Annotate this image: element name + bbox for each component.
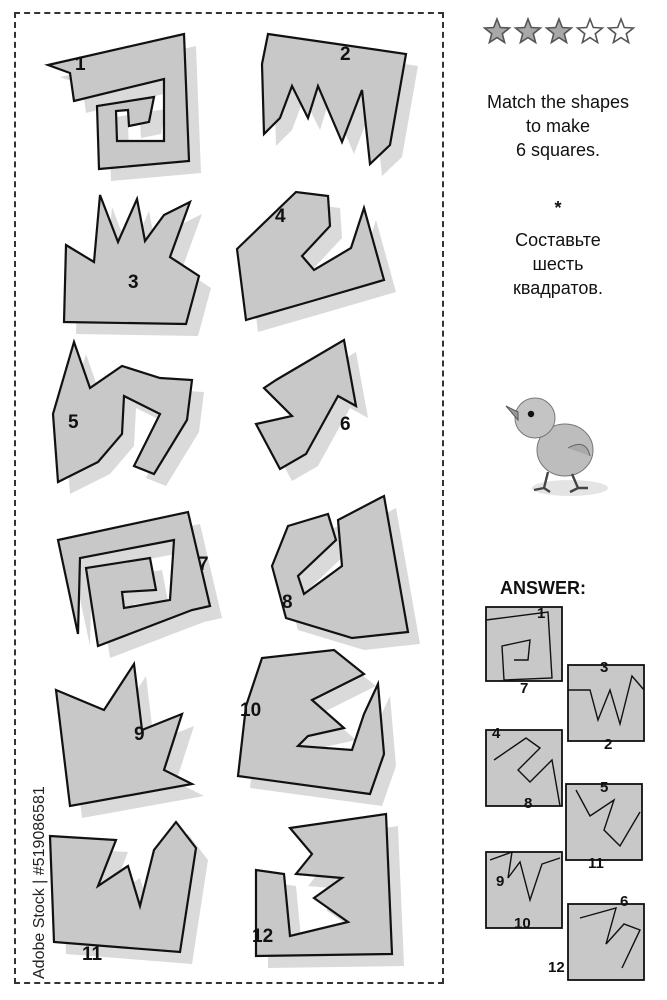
piece-6-number: 6 <box>340 414 351 435</box>
instruction-line: шесть <box>532 254 584 274</box>
answer-4-bottom: 11 <box>588 855 604 872</box>
instruction-line: квадратов. <box>513 278 603 298</box>
instruction-line: Match the shapes <box>486 92 630 112</box>
answer-title: ANSWER: <box>500 578 586 598</box>
answer-6-top: 6 <box>620 893 629 910</box>
piece-7-number: 7 <box>198 554 209 575</box>
piece-5-number: 5 <box>68 412 79 433</box>
piece-4-number: 4 <box>275 206 286 227</box>
answer-square-5 <box>486 852 562 932</box>
piece-8-number: 8 <box>282 592 293 613</box>
difficulty-rating <box>482 16 642 48</box>
instructions-english <box>458 90 658 162</box>
star-icon <box>609 19 634 43</box>
instructions-separator: * <box>554 198 562 218</box>
answer-1-top: 1 <box>537 605 546 622</box>
piece-3-number: 3 <box>128 272 139 293</box>
answer-2-top: 3 <box>600 659 609 676</box>
piece-11[interactable] <box>50 822 208 965</box>
piece-11-number: 11 <box>82 944 103 965</box>
answer-4-top: 5 <box>600 779 609 796</box>
star-icon <box>485 19 510 43</box>
piece-5[interactable] <box>53 342 204 494</box>
piece-1-number: 1 <box>75 54 86 75</box>
answer-5-top: 9 <box>496 873 505 890</box>
chick-icon <box>506 398 608 496</box>
instruction-line: to make <box>525 116 591 136</box>
piece-1[interactable] <box>48 34 201 181</box>
instruction-line: 6 squares. <box>515 140 601 160</box>
piece-10[interactable] <box>238 650 396 806</box>
answer-6-bottom: 12 <box>548 959 565 976</box>
instructions-russian <box>458 228 658 300</box>
piece-3[interactable] <box>64 195 211 336</box>
piece-2[interactable] <box>262 34 418 176</box>
answer-square-4 <box>566 779 642 872</box>
piece-12-number: 12 <box>252 926 274 947</box>
piece-4[interactable] <box>237 192 396 332</box>
answer-3-top: 4 <box>492 725 501 742</box>
instruction-line: Составьте <box>515 230 601 250</box>
answer-square-3 <box>486 725 562 812</box>
answer-square-2 <box>568 659 644 753</box>
answer-2-bottom: 2 <box>604 736 613 753</box>
answer-5-bottom: 10 <box>514 915 531 932</box>
star-icon <box>578 19 603 43</box>
answer-1-bottom: 7 <box>520 680 529 697</box>
piece-7[interactable] <box>58 512 222 658</box>
piece-10-number: 10 <box>240 700 262 721</box>
piece-9[interactable] <box>56 664 204 818</box>
answer-square-1 <box>486 605 562 697</box>
star-icon <box>547 19 572 43</box>
stock-watermark: Adobe Stock | #519086581 <box>31 786 48 979</box>
star-icon <box>516 19 541 43</box>
piece-12[interactable] <box>252 814 404 968</box>
piece-6[interactable] <box>256 340 368 481</box>
piece-2-number: 2 <box>340 44 351 65</box>
answer-3-bottom: 8 <box>524 795 533 812</box>
piece-9-number: 9 <box>134 724 145 745</box>
piece-8[interactable] <box>272 496 420 650</box>
